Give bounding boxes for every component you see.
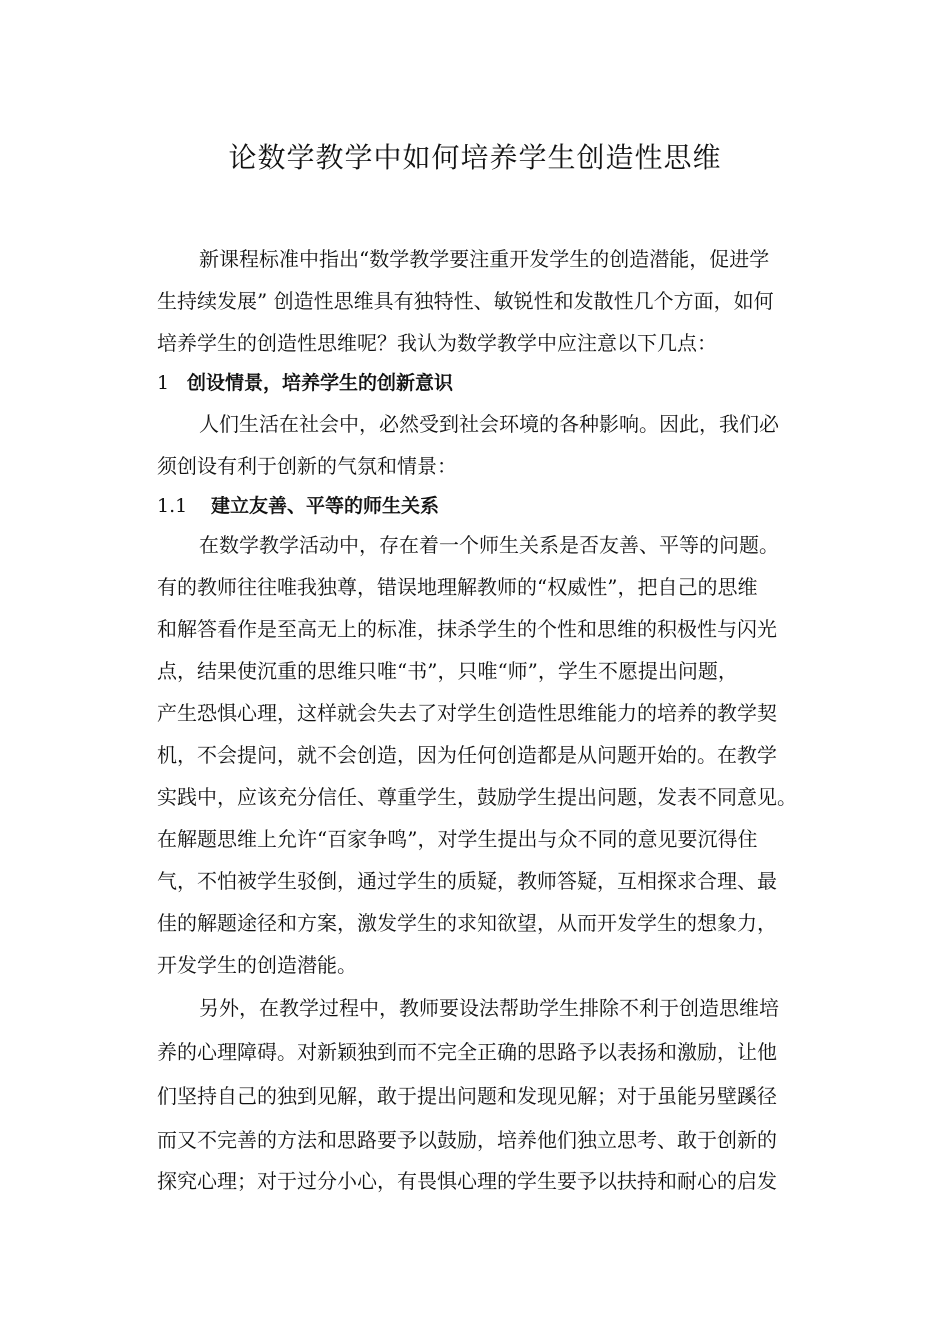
body-line: 在数学教学活动中，存在着一个师生关系是否友善、平等的问题。: [199, 533, 779, 557]
body-line: 在解题思维上允许“百家争鸣”，对学生提出与众不同的意见要沉得住: [157, 827, 758, 851]
intro-line: 生持续发展” 创造性思维具有独特性、敏锐性和发散性几个方面，如何: [157, 289, 774, 313]
subsection-heading: [157, 488, 439, 524]
body-line: 实践中，应该充分信任、尊重学生，鼓励学生提出问题，发表不同意见。: [157, 785, 797, 809]
body-line: 产生恐惧心理，这样就会失去了对学生创造性思维能力的培养的教学契: [157, 701, 777, 725]
intro-line: 培养学生的创造性思维呢？我认为数学教学中应注意以下几点：: [157, 331, 717, 355]
body-line: 机，不会提问，就不会创造，因为任何创造都是从问题开始的。在教学: [157, 743, 777, 767]
section-number: 1: [157, 372, 170, 394]
body-line: 须创设有利于创新的气氛和情景：: [157, 454, 457, 478]
body-line: 们坚持自己的独到见解，敢于提出问题和发现见解；对于虽能另壁蹊径: [157, 1084, 777, 1108]
body-line: 气，不怕被学生驳倒，通过学生的质疑，教师答疑，互相探求合理、最: [157, 869, 777, 893]
section-heading: [157, 365, 453, 401]
body-line: 佳的解题途径和方案，激发学生的求知欲望，从而开发学生的想象力，: [157, 911, 777, 935]
body-line: 另外，在教学过程中，教师要设法帮助学生排除不利于创造思维培: [199, 996, 779, 1020]
body-line: 有的教师往往唯我独尊，错误地理解教师的“权威性”，把自己的思维: [157, 575, 758, 599]
body-line: 开发学生的创造潜能。: [157, 953, 357, 977]
subsection-number: 1.1: [157, 495, 188, 517]
document-title: 论数学教学中如何培养学生创造性思维: [228, 141, 722, 174]
body-line: 而又不完善的方法和思路要予以鼓励，培养他们独立思考、敢于创新的: [157, 1128, 777, 1152]
body-line: 点，结果使沉重的思维只唯“书”，只唯“师”，学生不愿提出问题，: [157, 659, 738, 683]
intro-line: 新课程标准中指出“数学教学要注重开发学生的创造潜能，促进学: [199, 247, 770, 271]
body-line: 养的心理障碍。对新颖独到而不完全正确的思路予以表扬和激励，让他: [157, 1040, 777, 1064]
body-line: 人们生活在社会中，必然受到社会环境的各种影响。因此，我们必: [199, 412, 779, 436]
body-line: 探究心理；对于过分小心，有畏惧心理的学生要予以扶持和耐心的启发: [157, 1169, 777, 1193]
section-heading-text: 创设情景，培养学生的创新意识: [187, 372, 454, 394]
subsection-heading-text: 建立友善、平等的师生关系: [211, 495, 440, 517]
body-line: 和解答看作是至高无上的标准，抹杀学生的个性和思维的积极性与闪光: [157, 617, 777, 641]
